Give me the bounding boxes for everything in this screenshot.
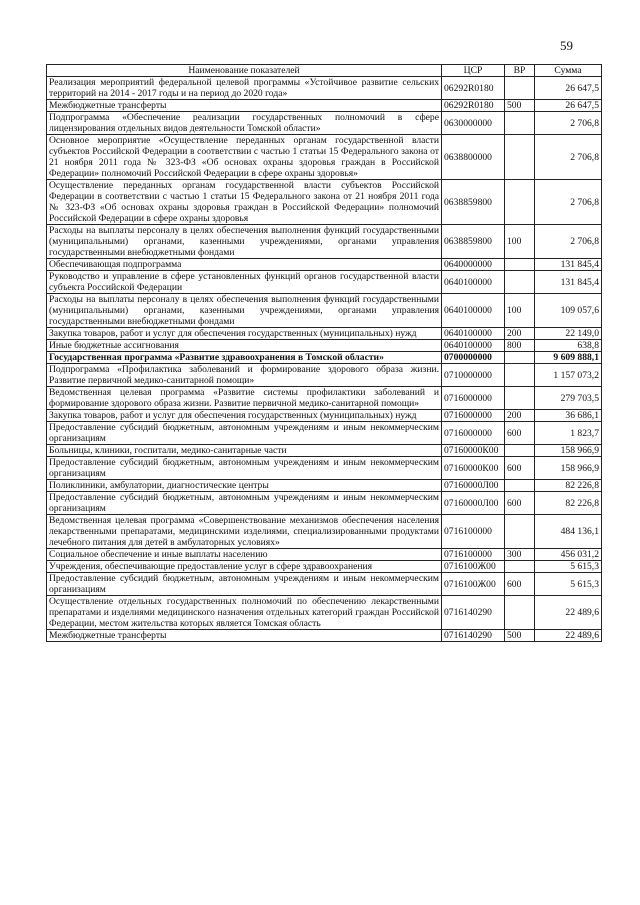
row-name-cell: Закупка товаров, работ и услуг для обеспечения государственных (муниципальных) нужд <box>47 328 442 340</box>
row-vr-cell: 300 <box>505 549 535 561</box>
row-name-cell: Руководство и управление в сфере установленных функций органов государственной власти субъекта Российской Федерации <box>47 271 442 294</box>
row-csr-cell: 06292R0180 <box>442 100 505 112</box>
table-row <box>47 328 602 340</box>
row-sum-cell: 1 157 073,2 <box>535 364 602 387</box>
header-sum: Сумма <box>535 65 602 77</box>
table-row <box>47 340 602 352</box>
table-row <box>47 100 602 112</box>
row-sum-cell: 5 615,3 <box>535 573 602 596</box>
row-sum-cell: 158 966,9 <box>535 445 602 457</box>
table-body <box>47 77 602 642</box>
row-vr-cell: 600 <box>505 422 535 445</box>
header-vr: ВР <box>505 65 535 77</box>
table-row <box>47 294 602 328</box>
header-csr: ЦСР <box>442 65 505 77</box>
row-vr-cell <box>505 364 535 387</box>
row-csr-cell: 0640100000 <box>442 340 505 352</box>
row-sum-cell: 26 647,5 <box>535 77 602 100</box>
row-csr-cell: 0640100000 <box>442 294 505 328</box>
table-row <box>47 352 602 364</box>
row-csr-cell: 0638859800 <box>442 225 505 259</box>
row-vr-cell <box>505 445 535 457</box>
row-csr-cell: 0716140290 <box>442 596 505 630</box>
table-header-row <box>47 65 602 77</box>
row-name-cell: Расходы на выплаты персоналу в целях обеспечения выполнения функций государственными (муниципальными) органами, казенными учреждениями, органами управления государственными внебюджетными фондами <box>47 225 442 259</box>
row-vr-cell <box>505 259 535 271</box>
table-row <box>47 630 602 642</box>
row-name-cell: Обеспечивающая подпрограмма <box>47 259 442 271</box>
row-name-cell: Расходы на выплаты персоналу в целях обеспечения выполнения функций государственными (муниципальными) органами, казенными учреждениями, органами управления государственными внебюджетными фондами <box>47 294 442 328</box>
row-sum-cell: 158 966,9 <box>535 457 602 480</box>
row-name-cell: Подпрограмма «Профилактика заболеваний и формирование здорового образа жизни. Развитие первичной медико-санитарной помощи» <box>47 364 442 387</box>
row-sum-cell: 638,8 <box>535 340 602 352</box>
row-csr-cell: 0716000000 <box>442 422 505 445</box>
row-sum-cell: 484 136,1 <box>535 515 602 549</box>
row-vr-cell <box>505 352 535 364</box>
row-sum-cell: 22 149,0 <box>535 328 602 340</box>
table-row <box>47 561 602 573</box>
row-csr-cell: 0716100Ж00 <box>442 561 505 573</box>
row-csr-cell: 07160000К00 <box>442 457 505 480</box>
table-row <box>47 271 602 294</box>
row-name-cell: Предоставление субсидий бюджетным, автономным учреждениям и иным некоммерческим организациям <box>47 492 442 515</box>
table-row <box>47 492 602 515</box>
row-name-cell: Основное мероприятие «Осуществление переданных органам государственной власти субъектов Российской Федерации в соответствии с частью 1 статьи 15 Федерального закона от 21 ноября 2011 года № 323-ФЗ «Об основах охраны здоровья граждан в Российской Федерации» полномочий Российской Федерации в сфере охраны здоровья» <box>47 135 442 180</box>
row-sum-cell: 2 706,8 <box>535 225 602 259</box>
table-row <box>47 180 602 225</box>
row-sum-cell: 82 226,8 <box>535 492 602 515</box>
row-sum-cell: 2 706,8 <box>535 180 602 225</box>
table-row <box>47 445 602 457</box>
row-name-cell: Межбюджетные трансферты <box>47 630 442 642</box>
row-sum-cell: 279 703,5 <box>535 387 602 410</box>
row-vr-cell: 600 <box>505 573 535 596</box>
row-vr-cell: 600 <box>505 492 535 515</box>
row-name-cell: Межбюджетные трансферты <box>47 100 442 112</box>
row-name-cell: Реализация мероприятий федеральной целевой программы «Устойчивое развитие сельских территорий на 2014 - 2017 годы и на период до 2020 года» <box>47 77 442 100</box>
row-vr-cell <box>505 135 535 180</box>
table-row <box>47 410 602 422</box>
table-row <box>47 573 602 596</box>
row-vr-cell: 800 <box>505 340 535 352</box>
row-name-cell: Ведомственная целевая программа «Развитие системы профилактики заболеваний и формирование здорового образа жизни. Развитие первичной медико-санитарной помощи» <box>47 387 442 410</box>
table-row <box>47 225 602 259</box>
row-sum-cell: 109 057,6 <box>535 294 602 328</box>
row-name-cell: Учреждения, обеспечивающие предоставление услуг в сфере здравоохранения <box>47 561 442 573</box>
table-row <box>47 596 602 630</box>
row-name-cell: Осуществление отдельных государственных полномочий по обеспечению лекарственными препаратами и изделиями медицинского назначения отдельных категорий граждан Российской Федерации, местом жительства которых является Томская область <box>47 596 442 630</box>
row-vr-cell <box>505 387 535 410</box>
row-csr-cell: 0716000000 <box>442 387 505 410</box>
row-csr-cell: 0716100Ж00 <box>442 573 505 596</box>
row-csr-cell: 0716140290 <box>442 630 505 642</box>
row-csr-cell: 0716100000 <box>442 515 505 549</box>
table-row <box>47 515 602 549</box>
table-row <box>47 77 602 100</box>
table-row <box>47 457 602 480</box>
row-name-cell: Осуществление переданных органам государственной власти субъектов Российской Федерации в соответствии с частью 1 статьи 15 Федерального закона от 21 ноября 2011 года № 323-ФЗ «Об основах охраны здоровья граждан в Российской Федерации» полномочий Российской Федерации в сфере охраны здоровья <box>47 180 442 225</box>
row-csr-cell: 06292R0180 <box>442 77 505 100</box>
table-row <box>47 135 602 180</box>
row-sum-cell: 82 226,8 <box>535 480 602 492</box>
row-name-cell: Иные бюджетные ассигнования <box>47 340 442 352</box>
row-sum-cell: 131 845,4 <box>535 259 602 271</box>
table-row <box>47 387 602 410</box>
row-vr-cell <box>505 271 535 294</box>
row-sum-cell: 1 823,7 <box>535 422 602 445</box>
row-sum-cell: 9 609 888,1 <box>535 352 602 364</box>
row-name-cell: Подпрограмма «Обеспечение реализации государственных полномочий в сфере лицензирования отдельных видов деятельности Томской области» <box>47 112 442 135</box>
header-name: Наименование показателей <box>47 65 442 77</box>
row-sum-cell: 2 706,8 <box>535 135 602 180</box>
row-name-cell: Предоставление субсидий бюджетным, автономным учреждениям и иным некоммерческим организациям <box>47 457 442 480</box>
row-sum-cell: 5 615,3 <box>535 561 602 573</box>
row-sum-cell: 22 489,6 <box>535 630 602 642</box>
row-csr-cell: 0716000000 <box>442 410 505 422</box>
row-sum-cell: 22 489,6 <box>535 596 602 630</box>
row-csr-cell: 0638859800 <box>442 180 505 225</box>
row-vr-cell <box>505 180 535 225</box>
row-name-cell: Государственная программа «Развитие здравоохранения в Томской области» <box>47 352 442 364</box>
row-name-cell: Поликлиники, амбулатории, диагностические центры <box>47 480 442 492</box>
row-csr-cell: 0630000000 <box>442 112 505 135</box>
row-sum-cell: 131 845,4 <box>535 271 602 294</box>
row-vr-cell: 100 <box>505 225 535 259</box>
row-vr-cell <box>505 112 535 135</box>
row-vr-cell <box>505 561 535 573</box>
table-row <box>47 480 602 492</box>
row-csr-cell: 07160000Л00 <box>442 492 505 515</box>
row-sum-cell: 456 031,2 <box>535 549 602 561</box>
row-vr-cell <box>505 480 535 492</box>
row-csr-cell: 07160000К00 <box>442 445 505 457</box>
row-sum-cell: 26 647,5 <box>535 100 602 112</box>
row-name-cell: Больницы, клиники, госпитали, медико-санитарные части <box>47 445 442 457</box>
budget-table <box>46 64 602 642</box>
row-vr-cell <box>505 77 535 100</box>
row-vr-cell: 200 <box>505 410 535 422</box>
table-row <box>47 549 602 561</box>
page-number: 59 <box>560 38 573 53</box>
row-csr-cell: 07160000Л00 <box>442 480 505 492</box>
row-name-cell: Социальное обеспечение и иные выплаты населению <box>47 549 442 561</box>
row-name-cell: Ведомственная целевая программа «Совершенствование механизмов обеспечения населения лекарственными препаратами, медицинскими изделиями, специализированными продуктами лечебного питания для детей в амбулаторных условиях» <box>47 515 442 549</box>
row-vr-cell: 200 <box>505 328 535 340</box>
row-csr-cell: 0640100000 <box>442 271 505 294</box>
row-vr-cell <box>505 596 535 630</box>
table-row <box>47 259 602 271</box>
row-csr-cell: 0640100000 <box>442 328 505 340</box>
row-sum-cell: 36 686,1 <box>535 410 602 422</box>
row-sum-cell: 2 706,8 <box>535 112 602 135</box>
row-csr-cell: 0716100000 <box>442 549 505 561</box>
row-csr-cell: 0710000000 <box>442 364 505 387</box>
row-name-cell: Предоставление субсидий бюджетным, автономным учреждениям и иным некоммерческим организациям <box>47 573 442 596</box>
row-vr-cell <box>505 515 535 549</box>
row-csr-cell: 0700000000 <box>442 352 505 364</box>
row-csr-cell: 0638800000 <box>442 135 505 180</box>
row-vr-cell: 100 <box>505 294 535 328</box>
row-vr-cell: 500 <box>505 630 535 642</box>
row-vr-cell: 600 <box>505 457 535 480</box>
row-csr-cell: 0640000000 <box>442 259 505 271</box>
table-row <box>47 112 602 135</box>
table-row <box>47 364 602 387</box>
table-row <box>47 422 602 445</box>
row-vr-cell: 500 <box>505 100 535 112</box>
row-name-cell: Закупка товаров, работ и услуг для обеспечения государственных (муниципальных) нужд <box>47 410 442 422</box>
row-name-cell: Предоставление субсидий бюджетным, автономным учреждениям и иным некоммерческим организациям <box>47 422 442 445</box>
